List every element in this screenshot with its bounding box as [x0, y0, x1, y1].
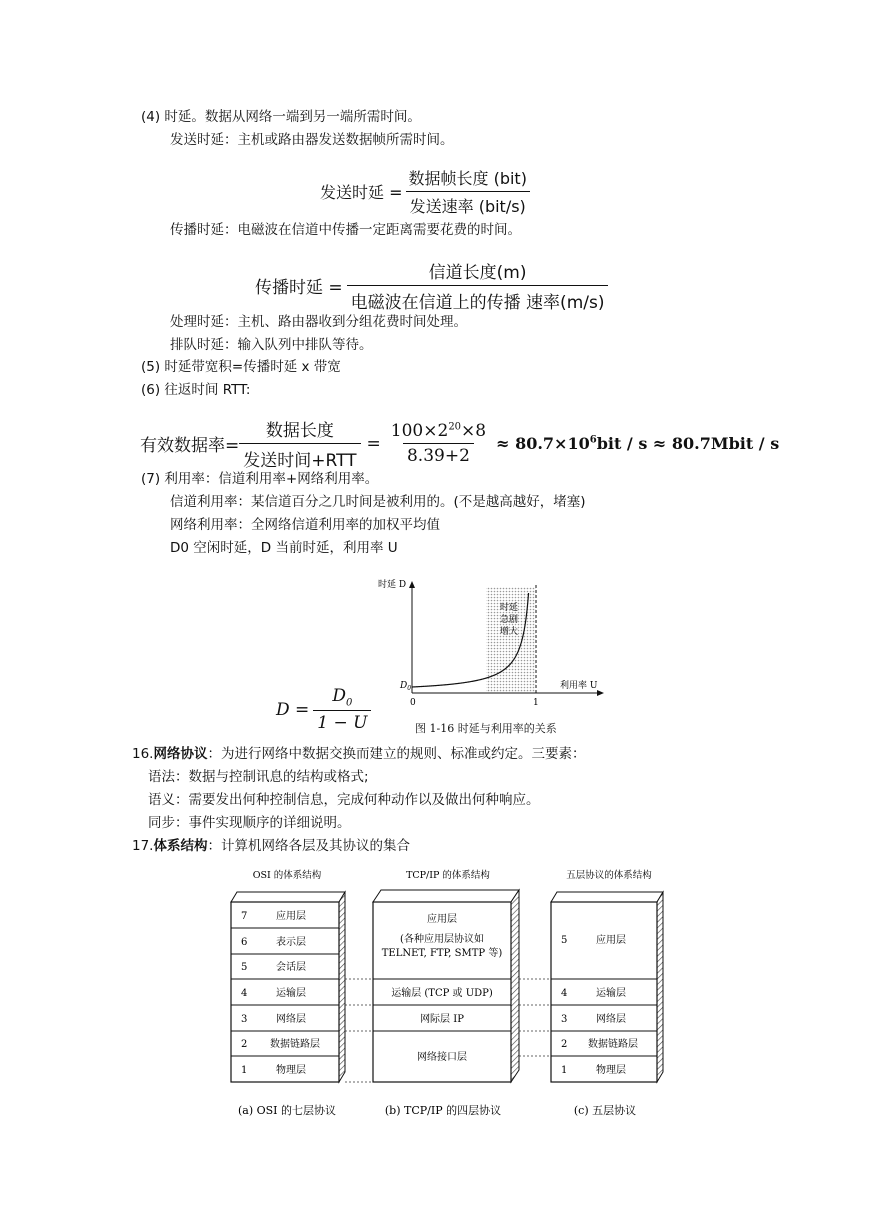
tcpip-title: TCP/IP 的体系结构 [406, 870, 490, 881]
five-side-face [657, 892, 663, 1082]
osi-layer-6-name: 表示层 [276, 937, 306, 948]
osi-layer-2-name: 数据链路层 [270, 1039, 320, 1050]
send-delay-formula [320, 166, 531, 217]
osi-layer-7-num: 7 [241, 911, 248, 922]
osi-layer-1-num: 1 [241, 1065, 248, 1076]
tick-label-d0: $D_0$ [400, 681, 412, 692]
five-layer-3-name: 网络层 [596, 1014, 626, 1025]
formula-numerator: 数据长度 [265, 421, 334, 441]
item-6-rtt: (6) 往返时间 RTT: [141, 382, 251, 398]
item-5-delay-bandwidth: (5) 时延带宽积=传播时延 x 带宽 [141, 359, 341, 375]
formula-denominator: 1 − U [313, 710, 371, 733]
formula-result: ≈ $80.7\times 10^6bit / s$ ≈ 80.7Mbit / s [496, 434, 780, 453]
formula-lhs: 有效数据率= [140, 436, 240, 456]
tcpip-app-layer: 应用层 [427, 914, 457, 925]
chart-caption: 图 1-16 时延与利用率的关系 [415, 722, 557, 735]
tick-label-0: 0 [410, 698, 416, 708]
osi-layer-1-name: 物理层 [276, 1065, 306, 1076]
five-layer-3-num: 3 [561, 1014, 568, 1025]
formula-lhs: 发送时延 = [320, 183, 403, 202]
five-layer-1-num: 1 [561, 1065, 568, 1076]
tcpip-netif-layer: 网络接口层 [417, 1052, 467, 1063]
equals-sign: = [366, 433, 381, 454]
tcpip-internet-layer: 网际层 IP [420, 1014, 464, 1025]
architecture-diagram [225, 862, 675, 1127]
five-layer-4-num: 4 [561, 988, 568, 999]
formula-numerator: 信道长度(m) [428, 263, 527, 283]
x-axis-label: 利用率 U [560, 681, 598, 691]
y-axis-label: 时延 D [378, 580, 407, 590]
section-17-term: 体系结构 [153, 838, 208, 854]
semantics-definition: 语义：需要发出何种控制信息，完成何种动作以及做出何种响应。 [148, 792, 540, 808]
propagation-delay-definition: 传播时延：电磁波在信道中传播一定距离需要花费的时间。 [170, 222, 521, 238]
d0-definition: D0 空闲时延，D 当前时延，利用率 U [170, 540, 398, 556]
delay-utilization-chart [370, 575, 620, 720]
osi-top-face [231, 892, 345, 902]
osi-layer-6-num: 6 [241, 937, 248, 948]
tcpip-transport-layer: 运输层 (TCP 或 UDP) [391, 988, 493, 999]
tcpip-top-face [373, 890, 519, 902]
delay-utilization-formula [276, 686, 371, 733]
osi-layer-4-num: 4 [241, 988, 248, 999]
formula-denominator: 发送速率 (bit/s) [406, 191, 530, 217]
tcpip-caption: (b) TCP/IP 的四层协议 [384, 1104, 502, 1117]
formula-lhs: 传播时延 = [255, 278, 343, 298]
osi-layer-2-num: 2 [241, 1039, 248, 1050]
section-16-term: 网络协议 [153, 746, 208, 762]
formula-lhs: D = [276, 699, 310, 720]
osi-layer-3-name: 网络层 [276, 1014, 306, 1025]
item-7-utilization: (7) 利用率：信道利用率+网络利用率。 [141, 471, 379, 487]
five-layer-2-name: 数据链路层 [588, 1039, 638, 1050]
synchronization-definition: 同步：事件实现顺序的详细说明。 [148, 815, 351, 831]
send-delay-definition: 发送时延：主机或路由器发送数据帧所需时间。 [170, 132, 454, 148]
propagation-delay-formula [255, 258, 608, 313]
tick-label-1: 1 [533, 698, 539, 708]
annotation-line-2: 急剧 [500, 615, 519, 625]
five-layer-5-num: 5 [561, 935, 568, 946]
section-17: 17.体系结构：计算机网络各层及其协议的集合 [132, 838, 410, 854]
osi-side-face [339, 892, 345, 1082]
tcpip-stack [373, 890, 519, 1082]
annotation-line-3: 增大 [500, 627, 519, 637]
osi-layer-4-name: 运输层 [276, 988, 306, 999]
formula-numerator: $D_0$ [332, 686, 353, 709]
osi-layer-3-num: 3 [241, 1014, 248, 1025]
y-axis-arrow [409, 581, 415, 588]
queueing-delay-definition: 排队时延：输入队列中排队等待。 [170, 337, 373, 353]
formula-denominator-2: 8.39+2 [403, 443, 474, 466]
network-utilization-definition: 网络利用率：全网络信道利用率的加权平均值 [170, 517, 440, 533]
osi-stack [231, 892, 345, 1082]
formula-numerator: 数据帧长度 (bit) [408, 169, 527, 188]
five-layer-title: 五层协议的体系结构 [566, 870, 652, 881]
osi-layer-7-name: 应用层 [276, 911, 306, 922]
five-layer-stack [551, 892, 663, 1082]
channel-utilization-definition: 信道利用率：某信道百分之几时间是被利用的。(不是越高越好，堵塞) [170, 494, 586, 510]
osi-layer-5-name: 会话层 [276, 962, 306, 973]
section-16: 16.网络协议：为进行网络中数据交换而建立的规则、标准或约定。三要素： [132, 746, 586, 762]
five-layer-4-name: 运输层 [596, 988, 626, 999]
effective-rate-formula [140, 416, 779, 471]
formula-numerator-2: $100\times 2^{20}\times 8$ [390, 421, 487, 441]
five-top-face [551, 892, 663, 902]
processing-delay-definition: 处理时延：主机、路由器收到分组花费时间处理。 [170, 314, 467, 330]
osi-layer-5-num: 5 [241, 962, 248, 973]
item-4-delay: (4) 时延。数据从网络一端到另一端所需时间。 [141, 109, 421, 125]
tcpip-app-note-1: (各种应用层协议如 [400, 934, 484, 945]
five-layer-caption: (c) 五层协议 [573, 1104, 637, 1117]
formula-denominator: 电磁波在信道上的传播 速率(m/s) [347, 285, 609, 313]
formula-denominator: 发送时间+RTT [239, 443, 360, 471]
syntax-definition: 语法：数据与控制讯息的结构或格式; [148, 769, 369, 785]
tcpip-side-face [511, 890, 519, 1082]
osi-title: OSI 的体系结构 [252, 870, 322, 881]
annotation-line-1: 时延 [500, 603, 519, 613]
five-layer-2-num: 2 [561, 1039, 568, 1050]
tcpip-app-note-2: TELNET, FTP, SMTP 等) [381, 948, 503, 959]
five-layer-5-name: 应用层 [596, 935, 626, 946]
x-axis-arrow [597, 690, 604, 696]
five-layer-1-name: 物理层 [596, 1065, 626, 1076]
osi-caption: (a) OSI 的七层协议 [237, 1104, 337, 1117]
